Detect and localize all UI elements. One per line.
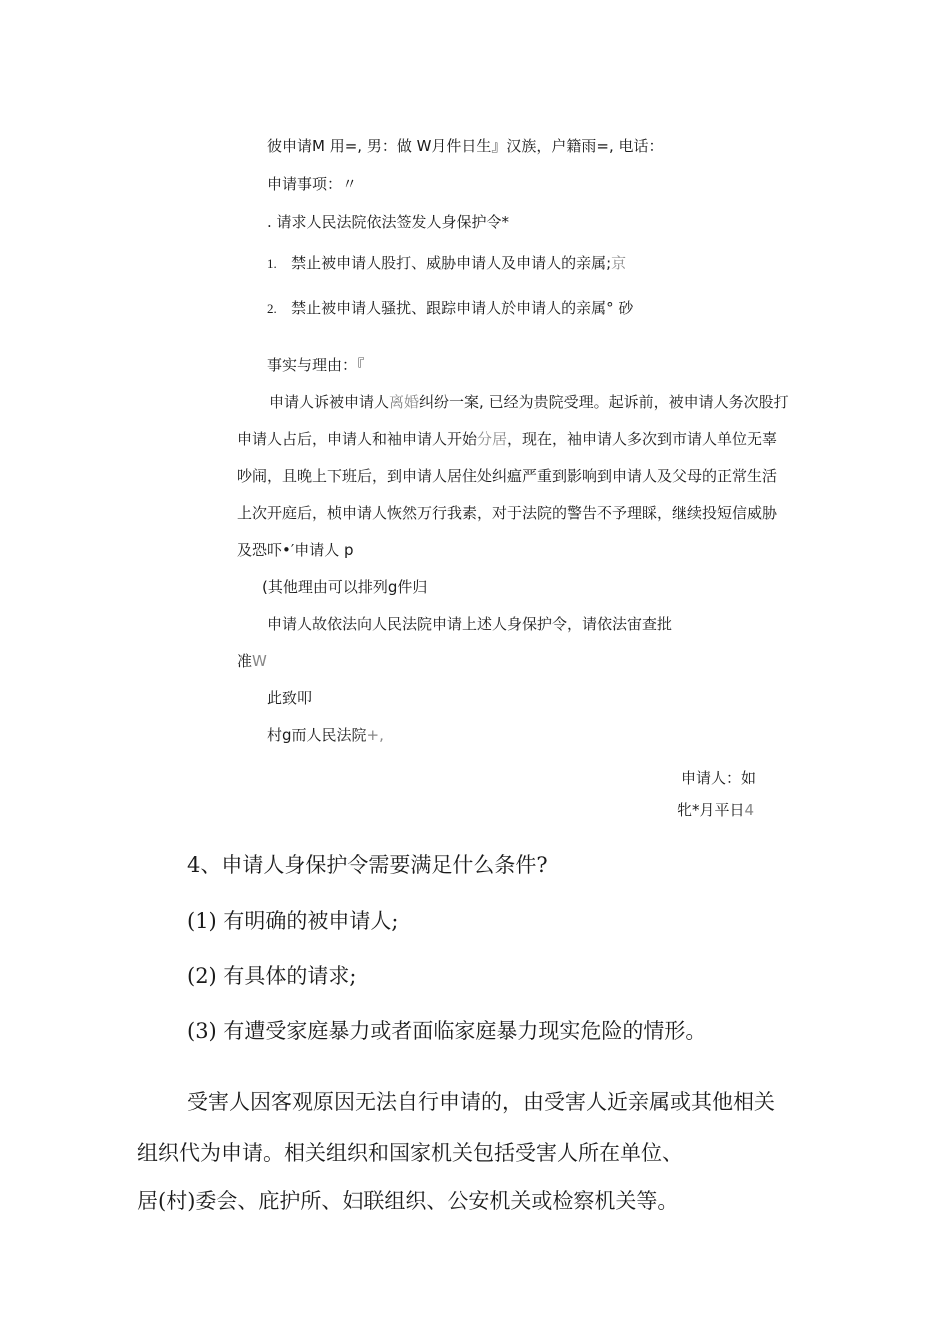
request-paragraph-end-mark: W [252, 652, 267, 670]
condition-item-1: (1) 有明确的被申请人; [187, 909, 399, 933]
court-mark: +, [366, 726, 384, 744]
facts-label: 事实与理由：『 [267, 356, 365, 374]
closing-paragraph-line-2: 组织代为申请。相关组织和国家机关包括受害人所在单位、 [137, 1141, 683, 1165]
request-paragraph: 申请人故依法向人民法院申请上述人身保护令，请依法宙查批 [267, 615, 673, 633]
court-name-line [267, 725, 384, 745]
request-item-number: 2. [267, 301, 277, 316]
conditions-heading: 4、申请人身保护令需要满足什么条件? [187, 853, 548, 877]
request-line: . 请求人民法院依法签发人身保护令* [267, 213, 510, 231]
facts-text-muted: 离婚 [389, 393, 420, 411]
matters-label: 申请事项：〃 [267, 175, 358, 193]
date-text: 牝*月平日 [677, 801, 745, 819]
respondent-info-line: 彼申请M 用=, 男：做 W月件日生』汉族，户籍雨=, 电话： [267, 137, 664, 155]
facts-text-muted: 分居 [477, 430, 508, 448]
closing-paragraph-line-1: 受害人因客观原因无法自行申请的，由受害人近亲属或其他相关 [187, 1090, 775, 1114]
closing-paragraph-line-3: 居(村)委会、庇护所、妇联组织、公安机关或检察机关等。 [137, 1189, 679, 1213]
request-paragraph-end-text: 准 [237, 652, 253, 670]
condition-item-2: (2) 有具体的请求; [187, 964, 357, 988]
request-item-tail: 京 [611, 254, 627, 272]
date-line [677, 800, 754, 820]
signature-line: 申请人：如 [681, 769, 757, 787]
facts-line-4: 上次开庭后，桢申请人恢然万行我素，对于法院的警告不予理睬，继续投短信威胁 [237, 504, 778, 522]
court-name: 村g而人民法院 [267, 726, 367, 744]
facts-line-5: 及恐吓•′申请人 p [237, 541, 354, 559]
facts-text: 申请人占后，申请人和袖申请人开始 [237, 430, 478, 448]
facts-line-1 [269, 392, 789, 412]
request-item-2 [267, 298, 633, 319]
facts-line-3: 吵闹，且晚上下班后，到申请人居住处纠瘟严重到影响到申请人及父母的正常生活 [237, 467, 778, 485]
facts-text: 申请人诉被申请人 [269, 393, 390, 411]
request-item-text: 禁止被申请人股打、威胁申请人及申请人的亲属; [291, 254, 612, 272]
salutation: 此致叩 [267, 689, 313, 707]
facts-text: 纠纷一案, 已经为贵院受理。起诉前，被申请人务次股打 [419, 393, 789, 411]
other-reasons-note: (其他理由可以排列g件归 [262, 578, 428, 596]
request-paragraph-end [237, 651, 267, 671]
request-item-number: 1. [267, 256, 277, 271]
condition-item-3: (3) 有遭受家庭暴力或者面临家庭暴力现实危险的情形。 [187, 1019, 707, 1043]
request-item-text: 禁止被申请人骚扰、跟踪申请人於申请人的亲属° 砂 [291, 299, 634, 317]
facts-text: ，现在，袖申请人多次到市请人单位无辜 [507, 430, 778, 448]
request-item-1 [267, 253, 626, 274]
facts-line-2 [237, 429, 777, 449]
date-mark: 4 [744, 801, 755, 819]
